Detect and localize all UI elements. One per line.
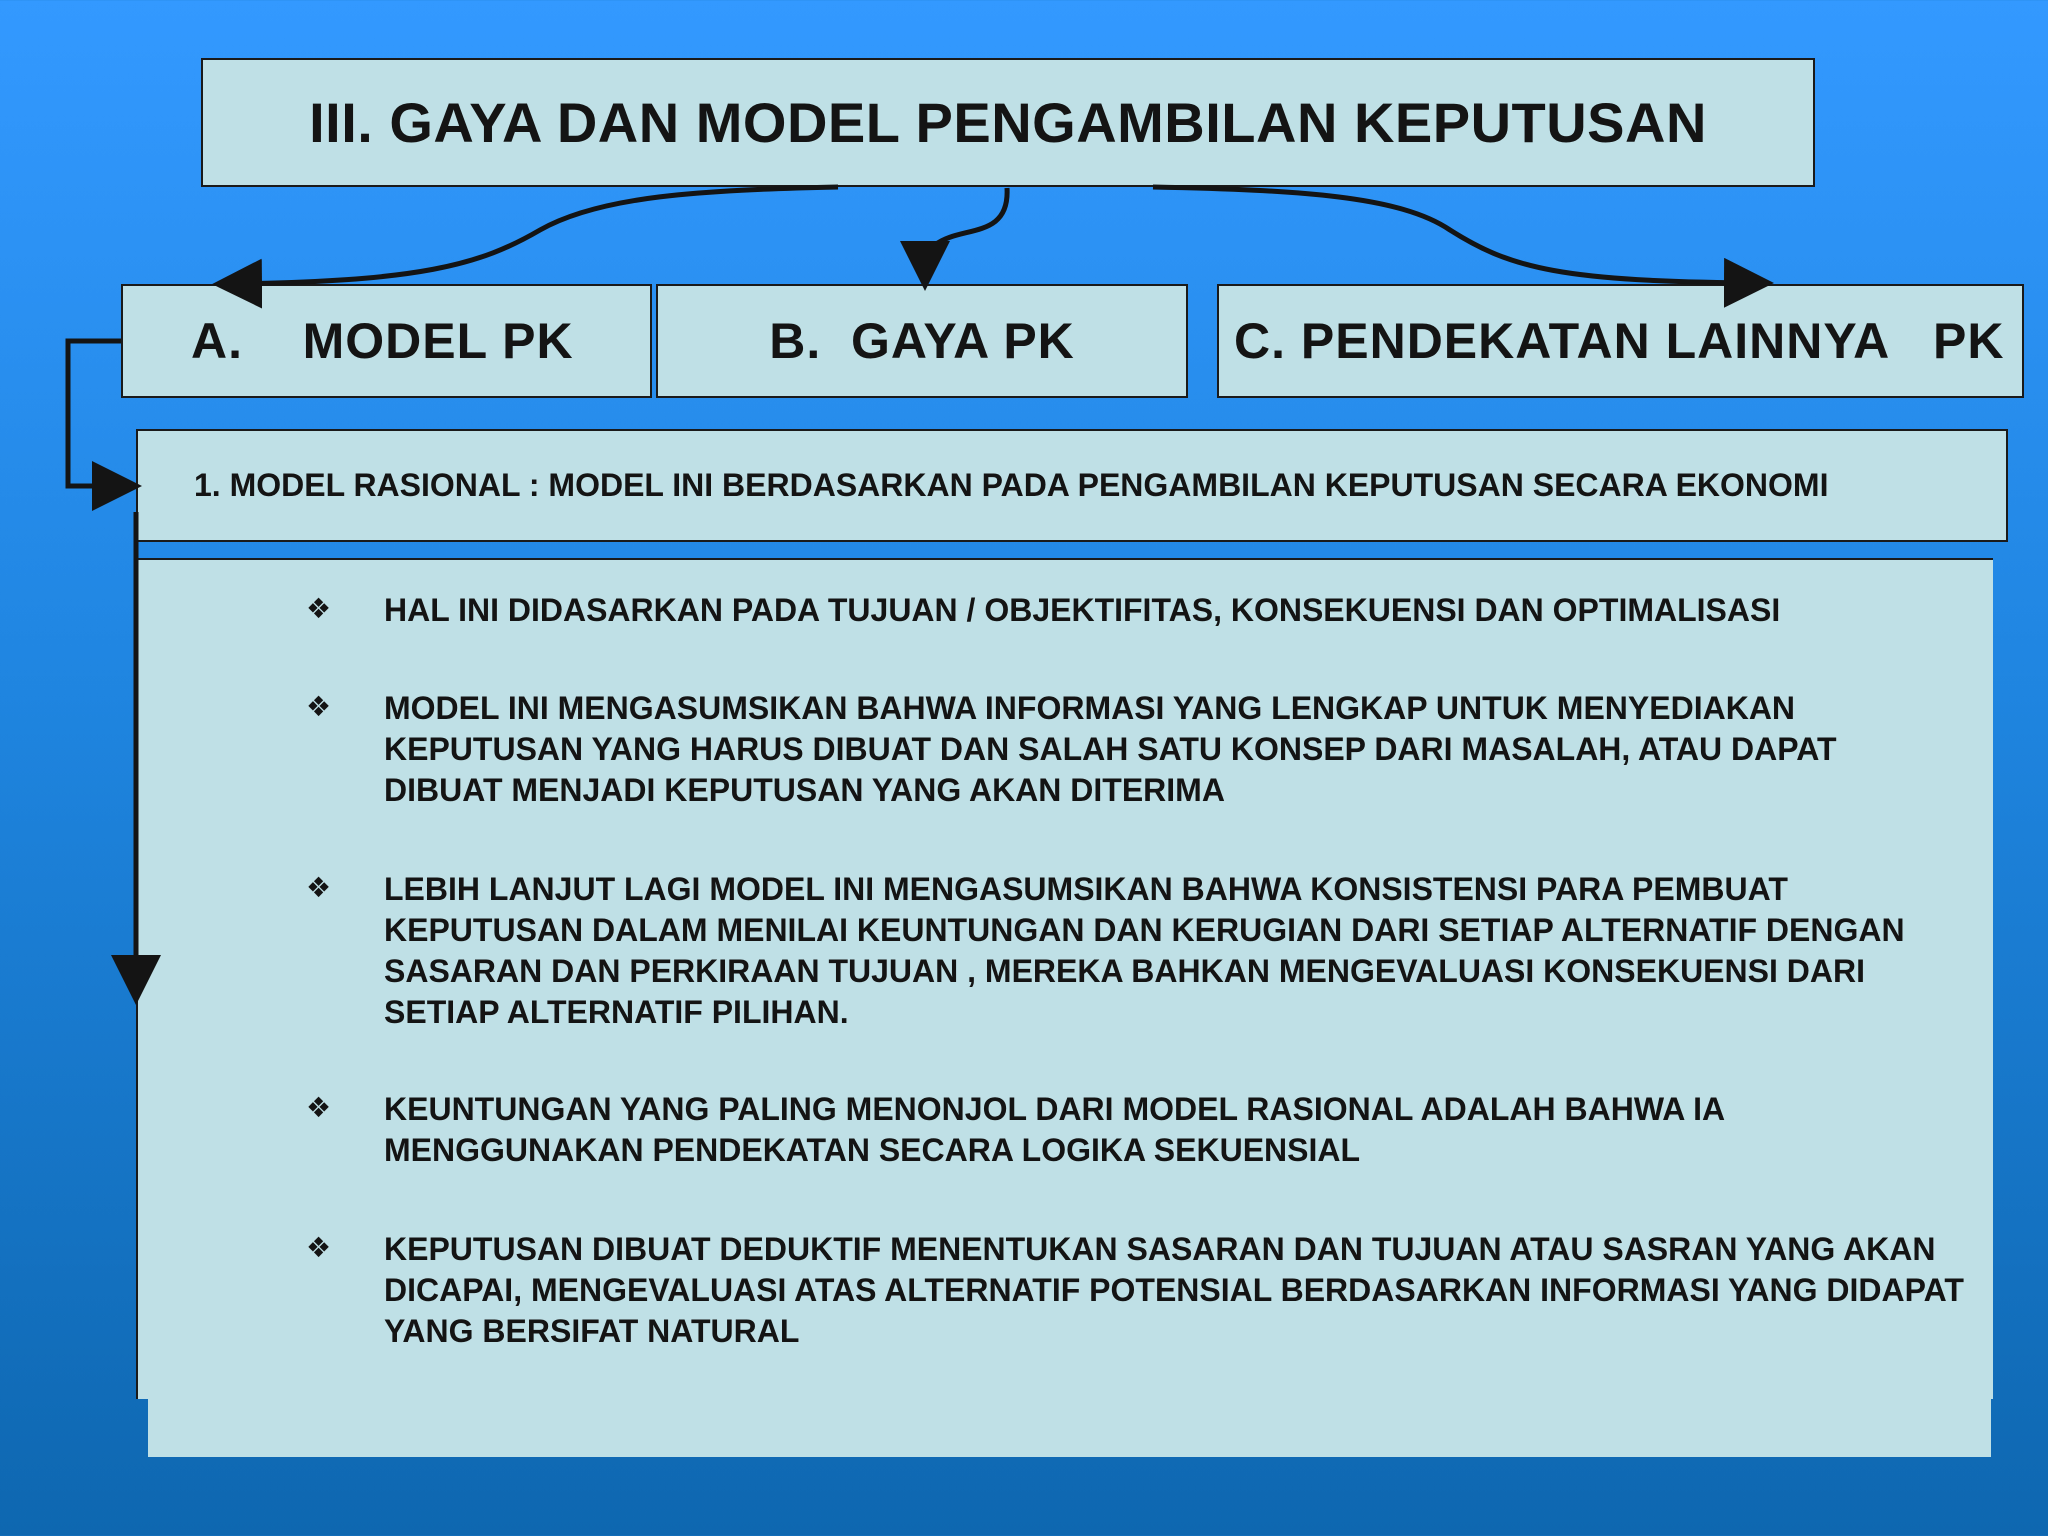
diamond-bullet-icon: ❖ (306, 1231, 332, 1264)
bullet-text: KEPUTUSAN DIBUAT DEDUKTIF MENENTUKAN SASARAN DAN TUJUAN ATAU SASRAN YANG AKAN DICAPAI, MENGEVALUASI ATAS ALTERNATIF POTENSIAL BERDASARKAN INFORMASI YANG DIDAPAT YANG BERSIFAT NATURAL (384, 1231, 1964, 1349)
branch-gaya-pk-label: B. GAYA PK (769, 313, 1075, 369)
bullet-text: KEUNTUNGAN YANG PALING MENONJOL DARI MODEL RASIONAL ADALAH BAHWA IA MENGGUNAKAN PENDEKATAN SECARA LOGIKA SEKUENSIAL (384, 1091, 1726, 1168)
diamond-bullet-icon: ❖ (306, 592, 332, 625)
diamond-bullet-icon: ❖ (306, 1091, 332, 1124)
bullet-text: LEBIH LANJUT LAGI MODEL INI MENGASUMSIKAN BAHWA KONSISTENSI PARA PEMBUAT KEPUTUSAN DALAM MENILAI KEUNTUNGAN DAN KERUGIAN DARI SETIAP ALTERNATIF DENGAN SASARAN DAN PERKIRAAN TUJUAN , MEREKA BAHKAN MENGEVALUASI KONSEKUENSI DARI SETIAP ALTERNATIF PILIHAN. (384, 871, 1905, 1030)
diamond-bullet-icon: ❖ (306, 871, 332, 904)
arrow-to-gaya-pk (925, 188, 1007, 281)
arrow-to-model-pk (222, 187, 838, 284)
arrow-to-model-rasional (68, 341, 132, 486)
diamond-bullet-icon: ❖ (306, 690, 332, 723)
bullet-text: MODEL INI MENGASUMSIKAN BAHWA INFORMASI YANG LENGKAP UNTUK MENYEDIAKAN KEPUTUSAN YANG HARUS DIBUAT DAN SALAH SATU KONSEP DARI MASALAH, ATAU DAPAT DIBUAT MENJADI KEPUTUSAN YANG AKAN DITERIMA (384, 690, 1837, 808)
bullet-text: HAL INI DIDASARKAN PADA TUJUAN / OBJEKTIFITAS, KONSEKUENSI DAN OPTIMALISASI (384, 592, 1781, 628)
model-rasional-text: 1. MODEL RASIONAL : MODEL INI BERDASARKAN PADA PENGAMBILAN KEPUTUSAN SECARA EKONOMI (194, 467, 1829, 503)
arrow-to-pendekatan-lainnya-pk (1153, 187, 1764, 283)
page-title-text: III. GAYA DAN MODEL PENGAMBILAN KEPUTUSAN (309, 91, 1707, 154)
branch-pendekatan-lainnya-pk-label: C. PENDEKATAN LAINNYA PK (1234, 313, 2005, 369)
branch-model-pk-label: A. MODEL PK (191, 313, 574, 369)
